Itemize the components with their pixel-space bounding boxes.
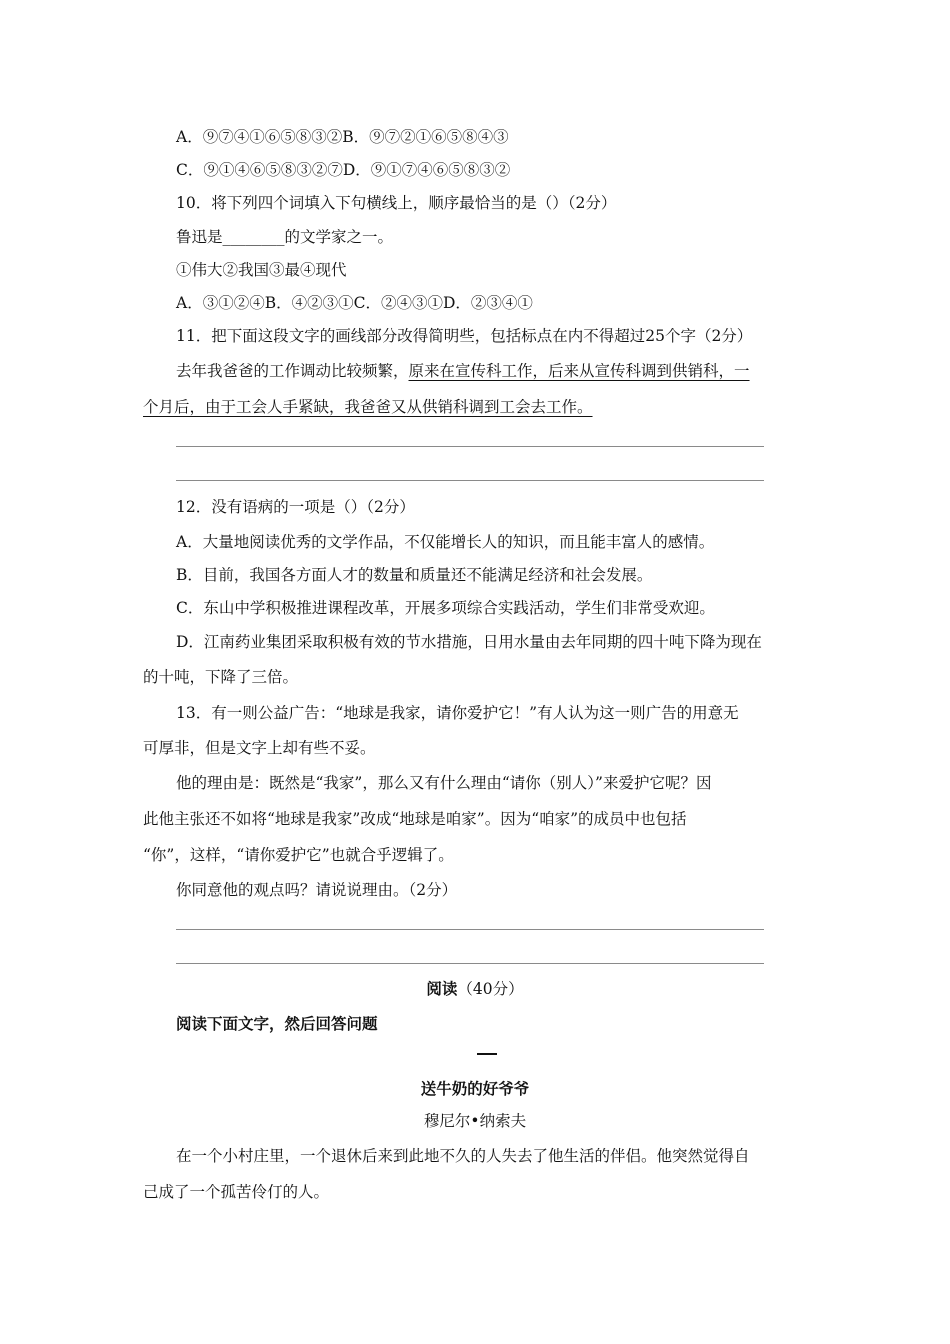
q11-passage-underlined-2: 个月后，由于工会人手紧缺，我爸爸又从供销科调到工会去工作。 [143, 398, 593, 416]
q13-answer-line-1 [176, 929, 764, 930]
q9-option-cd: C．⑨①④⑥⑤⑧③②⑦D．⑨①⑦④⑥⑤⑧③② [176, 161, 511, 179]
article-para1-line1: 在一个小村庄里，一个退休后来到此地不久的人失去了他生活的伴侣。他突然觉得自 [176, 1147, 750, 1165]
q10-options: A．③①②④B．④②③①C．②④③①D．②③④① [176, 294, 533, 312]
q10-words: ①伟大②我国③最④现代 [176, 261, 347, 279]
q12-stem: 12．没有语病的一项是（）（2分） [176, 498, 415, 516]
q11-passage-line1 [176, 361, 750, 381]
q12-option-a: A．大量地阅读优秀的文学作品，不仅能增长人的知识，而且能丰富人的感情。 [176, 533, 715, 551]
q12-option-b: B．目前，我国各方面人才的数量和质量还不能满足经济和社会发展。 [176, 566, 653, 584]
reading-instruction: 阅读下面文字，然后回答问题 [176, 1014, 378, 1033]
q12-option-d-line1: D．江南药业集团采取积极有效的节水措施，日用水量由去年同期的四十吨下降为现在 [176, 633, 762, 651]
article-title: 送牛奶的好爷爷 [420, 1079, 530, 1098]
q9-option-ab: A．⑨⑦④①⑥⑤⑧③②B．⑨⑦②①⑥⑤⑧④③ [176, 128, 509, 146]
q10-sentence: 鲁迅是________的文学家之一。 [176, 228, 394, 246]
reading-heading-score: （40分） [457, 980, 524, 998]
q13-line4: 此他主张还不如将“地球是我家”改成“地球是咱家”。因为“咱家”的成员中也包括 [143, 810, 687, 828]
q13-line3: 他的理由是：既然是“我家”，那么又有什么理由“请你（别人）”来爱护它呢？因 [176, 774, 712, 792]
q10-stem: 10．将下列四个词填入下句横线上，顺序最恰当的是（）（2分） [176, 194, 617, 212]
q12-option-c: C．东山中学积极推进课程改革，开展多项综合实践活动，学生们非常受欢迎。 [176, 599, 715, 617]
q13-answer-line-2 [176, 963, 764, 964]
section-number-one [477, 1053, 497, 1055]
q11-stem: 11．把下面这段文字的画线部分改得简明些，包括标点在内不得超过25个字（2分） [176, 327, 753, 345]
reading-heading-bold: 阅读 [426, 979, 458, 998]
q13-line5: “你”，这样，“请你爱护它”也就合乎逻辑了。 [143, 846, 454, 864]
q13-line1: 13．有一则公益广告：“地球是我家，请你爱护它！”有人认为这一则广告的用意无 [176, 704, 739, 722]
article-para1-line2: 己成了一个孤苦伶仃的人。 [143, 1183, 330, 1201]
q11-passage-plain: 去年我爸爸的工作调动比较频繁， [176, 362, 409, 380]
article-author: 穆尼尔•纳索夫 [423, 1112, 527, 1130]
q13-line2: 可厚非，但是文字上却有些不妥。 [143, 739, 376, 757]
reading-section-heading [0, 979, 950, 999]
q12-option-d-line2: 的十吨，下降了三倍。 [143, 668, 299, 686]
q11-answer-line-1 [176, 446, 764, 447]
q11-answer-line-2 [176, 480, 764, 481]
q11-passage-underlined-1: 原来在宣传科工作，后来从宣传科调到供销科，一 [408, 362, 750, 380]
q13-line6: 你同意他的观点吗？请说说理由。（2分） [176, 881, 458, 899]
